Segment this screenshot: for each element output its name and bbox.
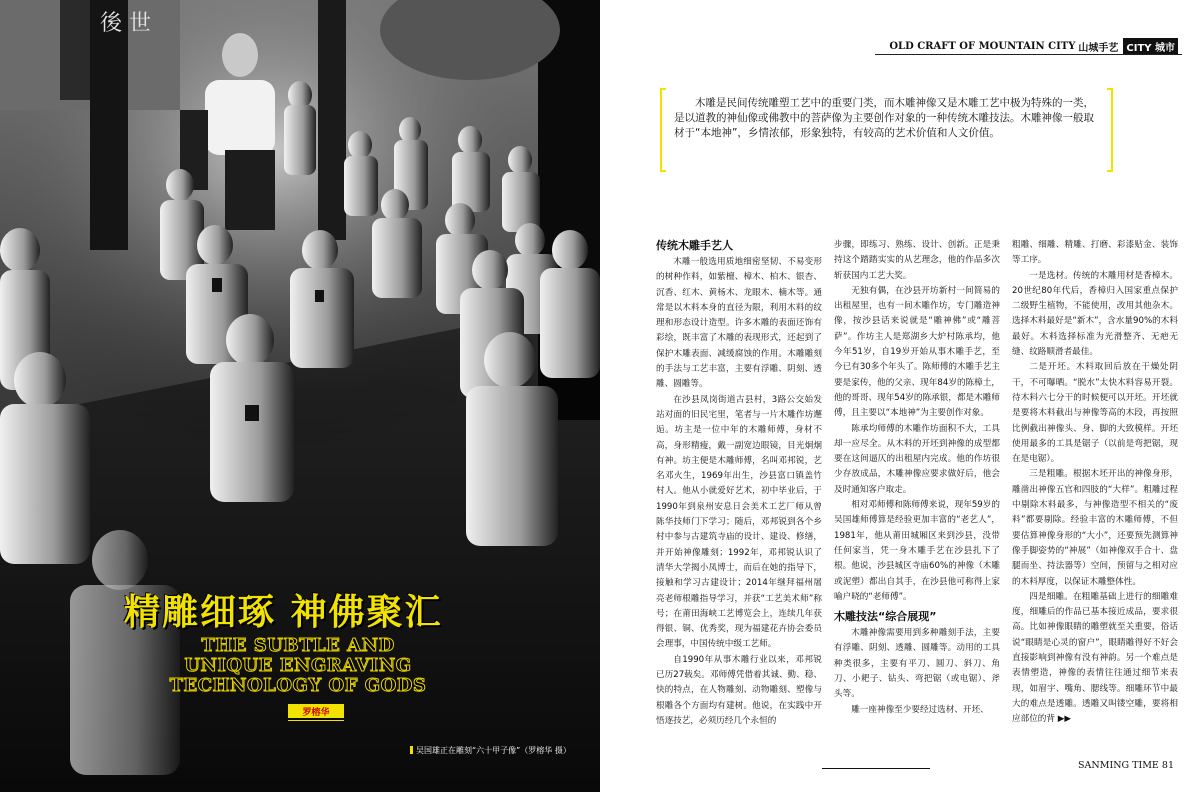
body-paragraph: 在沙县凤岗街道古县村，3路公交始发站对面的旧民宅里，笔者与一片木雕作坊邂逅。坊主是一位中年的木雕师傅，身材不高，身形精瘦，戴一副宽边眼镜，目光炯炯有神。坊主便是木雕师傅，名叫邓邦锐，艺名邓火生，1969年出生，沙县富口镇盖竹村人。他从小就爱好艺术，初中毕业后，于1990年到泉州安息日会美术工艺厂师从曾陈华技师门下学习；随后，邓邦锐到各个乡村中参与古建筑寺庙的设计、建设、修缮，并开始神像雕刻；1992年，邓邦锐认识了清华大学揭小凤博士，而后在她的指导下，接触和学习古建设计；2014年继拜福州屠亮老师根雕指导学习，并获“工艺美术师”称号；在莆田海峡工艺博览会上，连续几年获得银、铜、优秀奖，现为福建花卉协会委员会理事，中国传统中级工艺师。: [656, 394, 822, 650]
continue-arrow-icon: ▶▶: [1057, 714, 1071, 725]
headline-english-line: TECHNOLOGY OF GODS: [169, 675, 427, 696]
headline-english-line: THE SUBTLE AND: [201, 635, 395, 656]
header-section-tag: [1123, 38, 1178, 55]
header-rule: [875, 54, 1182, 55]
author-name: 罗榕华: [302, 707, 330, 718]
body-paragraph-text: 四是细雕。在粗雕基础上进行的细雕难度，细雕后的作品已基本接近成品，要求很高。比如神像眼睛的雕塑就至关重要，俗话说“眼睛是心灵的窗户”，眼睛雕得好不好会直接影响到神像有没有神韵。另一个难点是表情塑造，神像的表情往往通过细节来表现，如眉宇、嘴角、腮线等。细雕环节中最大的难点是透雕。透雕又叫镂空雕，要将相应部位的背: [1012, 591, 1178, 725]
photo-caption: [410, 745, 571, 756]
body-paragraph: 木雕神像需要用到多种雕刻手法，主要有浮雕、阴刻、透雕、圆雕等。动用的工具种类很多，主要有平刀、圆刀、斜刀、角刀、小耙子、钻头、弯把锯（或电锯）、斧头等。: [834, 628, 1000, 700]
article-column-2: [834, 238, 1000, 718]
running-header: [889, 38, 1178, 55]
body-paragraph: 自1990年从事木雕行业以来，邓邦锐已历27载矣。邓师傅凭借着其诚、勤、稳、快的特点，在人物雕刻、动物雕刻、塑像与根雕各个方面均有建树。他说，在实践中开悟逐技艺，必须历经几个永恒的: [656, 654, 822, 726]
body-paragraph: 无独有偶，在沙县开坊新村一间简易的出租屋里，也有一间木雕作坊，专门雕造神像，按沙县话来说就是“雕神佛”或“雕菩萨”。作坊主人是郑湖乡大炉村陈承均，他今年51岁，自19岁开始从事木雕手艺，至今已有30多个年头了。陈师傅的木雕手艺主要是家传，他的父亲、现年84岁的陈樟土，他的哥哥、现年54岁的陈承银，都是木雕师傅，且主要以“本地神”为主要创作对象。: [834, 285, 1000, 419]
article-page: [600, 0, 1200, 792]
body-paragraph: 木雕一般选用质地细密坚韧、不易变形的树种作料，如紫檀、樟木、柏木、银杏、沉香、红木、黄杨木、龙眼木、楠木等。通常是以木料本身的直径为限，利用木料的纹理和形态设计造型。许多木雕的表面还饰有彩绘，既丰富了木雕的表现形式，还起到了保护木雕表面、减缓腐蚀的作用。木雕雕刻的手法与工艺丰富，主要有浮雕、阴刻、透雕、圆雕等。: [656, 257, 822, 390]
body-paragraph: 陈承均师傅的木雕作坊面积不大，工具却一应尽全。从木料的开坯到神像的成型都要在这间逼仄的出租屋内完成。他的作坊很少存放成品，木雕神像应要求做好后，他会及时通知客户取走。: [834, 423, 1000, 495]
author-badge: [288, 704, 344, 718]
headline-english: [148, 636, 448, 696]
header-title-english: OLD CRAFT OF MOUNTAIN CITY: [889, 41, 1076, 52]
body-paragraph: 二是开坯。木料取回后放在干燥处阴干，不可曝晒。“脱水”太快木料容易开裂。待木料六七分干的时候便可以开坯。开坯就是要将木料截出与神像等高的木段，再按照比例截出神像头、身、脚的大致模样。开坯使用最多的工具是锯子（以前是弯把锯，现在是电锯）。: [1012, 362, 1178, 465]
headline-chinese: 精雕细琢 神佛聚汇: [124, 592, 443, 633]
intro-paragraph: 木雕是民间传统雕塑工艺中的重要门类，而木雕神像又是木雕工艺中极为特殊的一类，是以道教的神仙像或佛教中的菩萨像为主要创作对象的一种传统木雕技法。木雕神像一般取材于“本地神”，乡情浓郁，形象独特，有较高的艺术价值和人文价值。: [674, 97, 1094, 139]
headline-english-line: UNIQUE ENGRAVING: [184, 655, 412, 676]
photo-sign: 後 世: [100, 11, 151, 36]
body-paragraph: 一是选材。传统的木雕用材是香樟木。20世纪80年代后，香樟归入国家重点保护二级野生植物，不能使用，改用其他杂木。选择木料最好是“新木”，含水量90%的木料最好。木料选择标准为光滑整齐、无疤无缝、纹路顺滑者最佳。: [1012, 270, 1178, 358]
body-paragraph: 三是粗雕。根据木坯开出的神像身形，雕凿出神像五官和四肢的“大样”。粗雕过程中剔除木料最多，与神像造型不相关的“废料”都要剔除。经验丰富的木雕师傅，不但要估算神像身形的“大小”，还要预先测算神像手脚姿势的“神展”（如神像双手合十、盘腿而坐、持法器等）空间，预留与之相对应的木料厚度，以保证木雕整体性。: [1012, 469, 1178, 587]
header-title-chinese: 山城手艺: [1078, 43, 1119, 54]
body-paragraph: 粗雕、细雕、精雕、打磨、彩漆贴金、装饰等工序。: [1012, 240, 1178, 266]
article-body: [656, 238, 1189, 746]
header-tag-chinese: 城市: [1155, 43, 1175, 54]
body-paragraph: 雕一座神像至少要经过选材、开坯、: [851, 704, 989, 715]
author-underline: [288, 720, 344, 721]
article-column-1: [656, 238, 822, 729]
magazine-name: SANMING TIME: [1078, 760, 1159, 771]
section-title: 木雕技法“综合展现”: [834, 610, 937, 624]
header-tag-english: CITY: [1126, 43, 1152, 54]
article-column-3: [1012, 238, 1178, 728]
caption-marker: [410, 746, 413, 754]
page-number: 81: [1161, 760, 1174, 771]
body-paragraph: 步骤，即练习、熟练、设计、创新。正是秉持这个踏踏实实的从艺理念，他的作品多次斩获国内工艺大奖。: [834, 240, 1000, 281]
footer-rule: [822, 768, 930, 769]
page-footer: [1078, 760, 1174, 771]
caption-text: 吴国雄正在雕刻“六十甲子像”（罗榕华 摄）: [416, 746, 571, 755]
body-paragraph: [1012, 590, 1178, 728]
body-paragraph: 相对邓师傅和陈师傅来说，现年59岁的吴国雄师傅算是经验更加丰富的“老艺人”，1981年，他从莆田城厢区来到沙县，没带任何家当，凭一身木雕手艺在沙县扎下了根。他说，沙县城区寺庙60%的神像（木雕或泥塑）都出自其手，在沙县他可称得上家喻户晓的“老师傅”。: [834, 500, 1000, 602]
section-title: 传统木雕手艺人: [656, 239, 733, 252]
